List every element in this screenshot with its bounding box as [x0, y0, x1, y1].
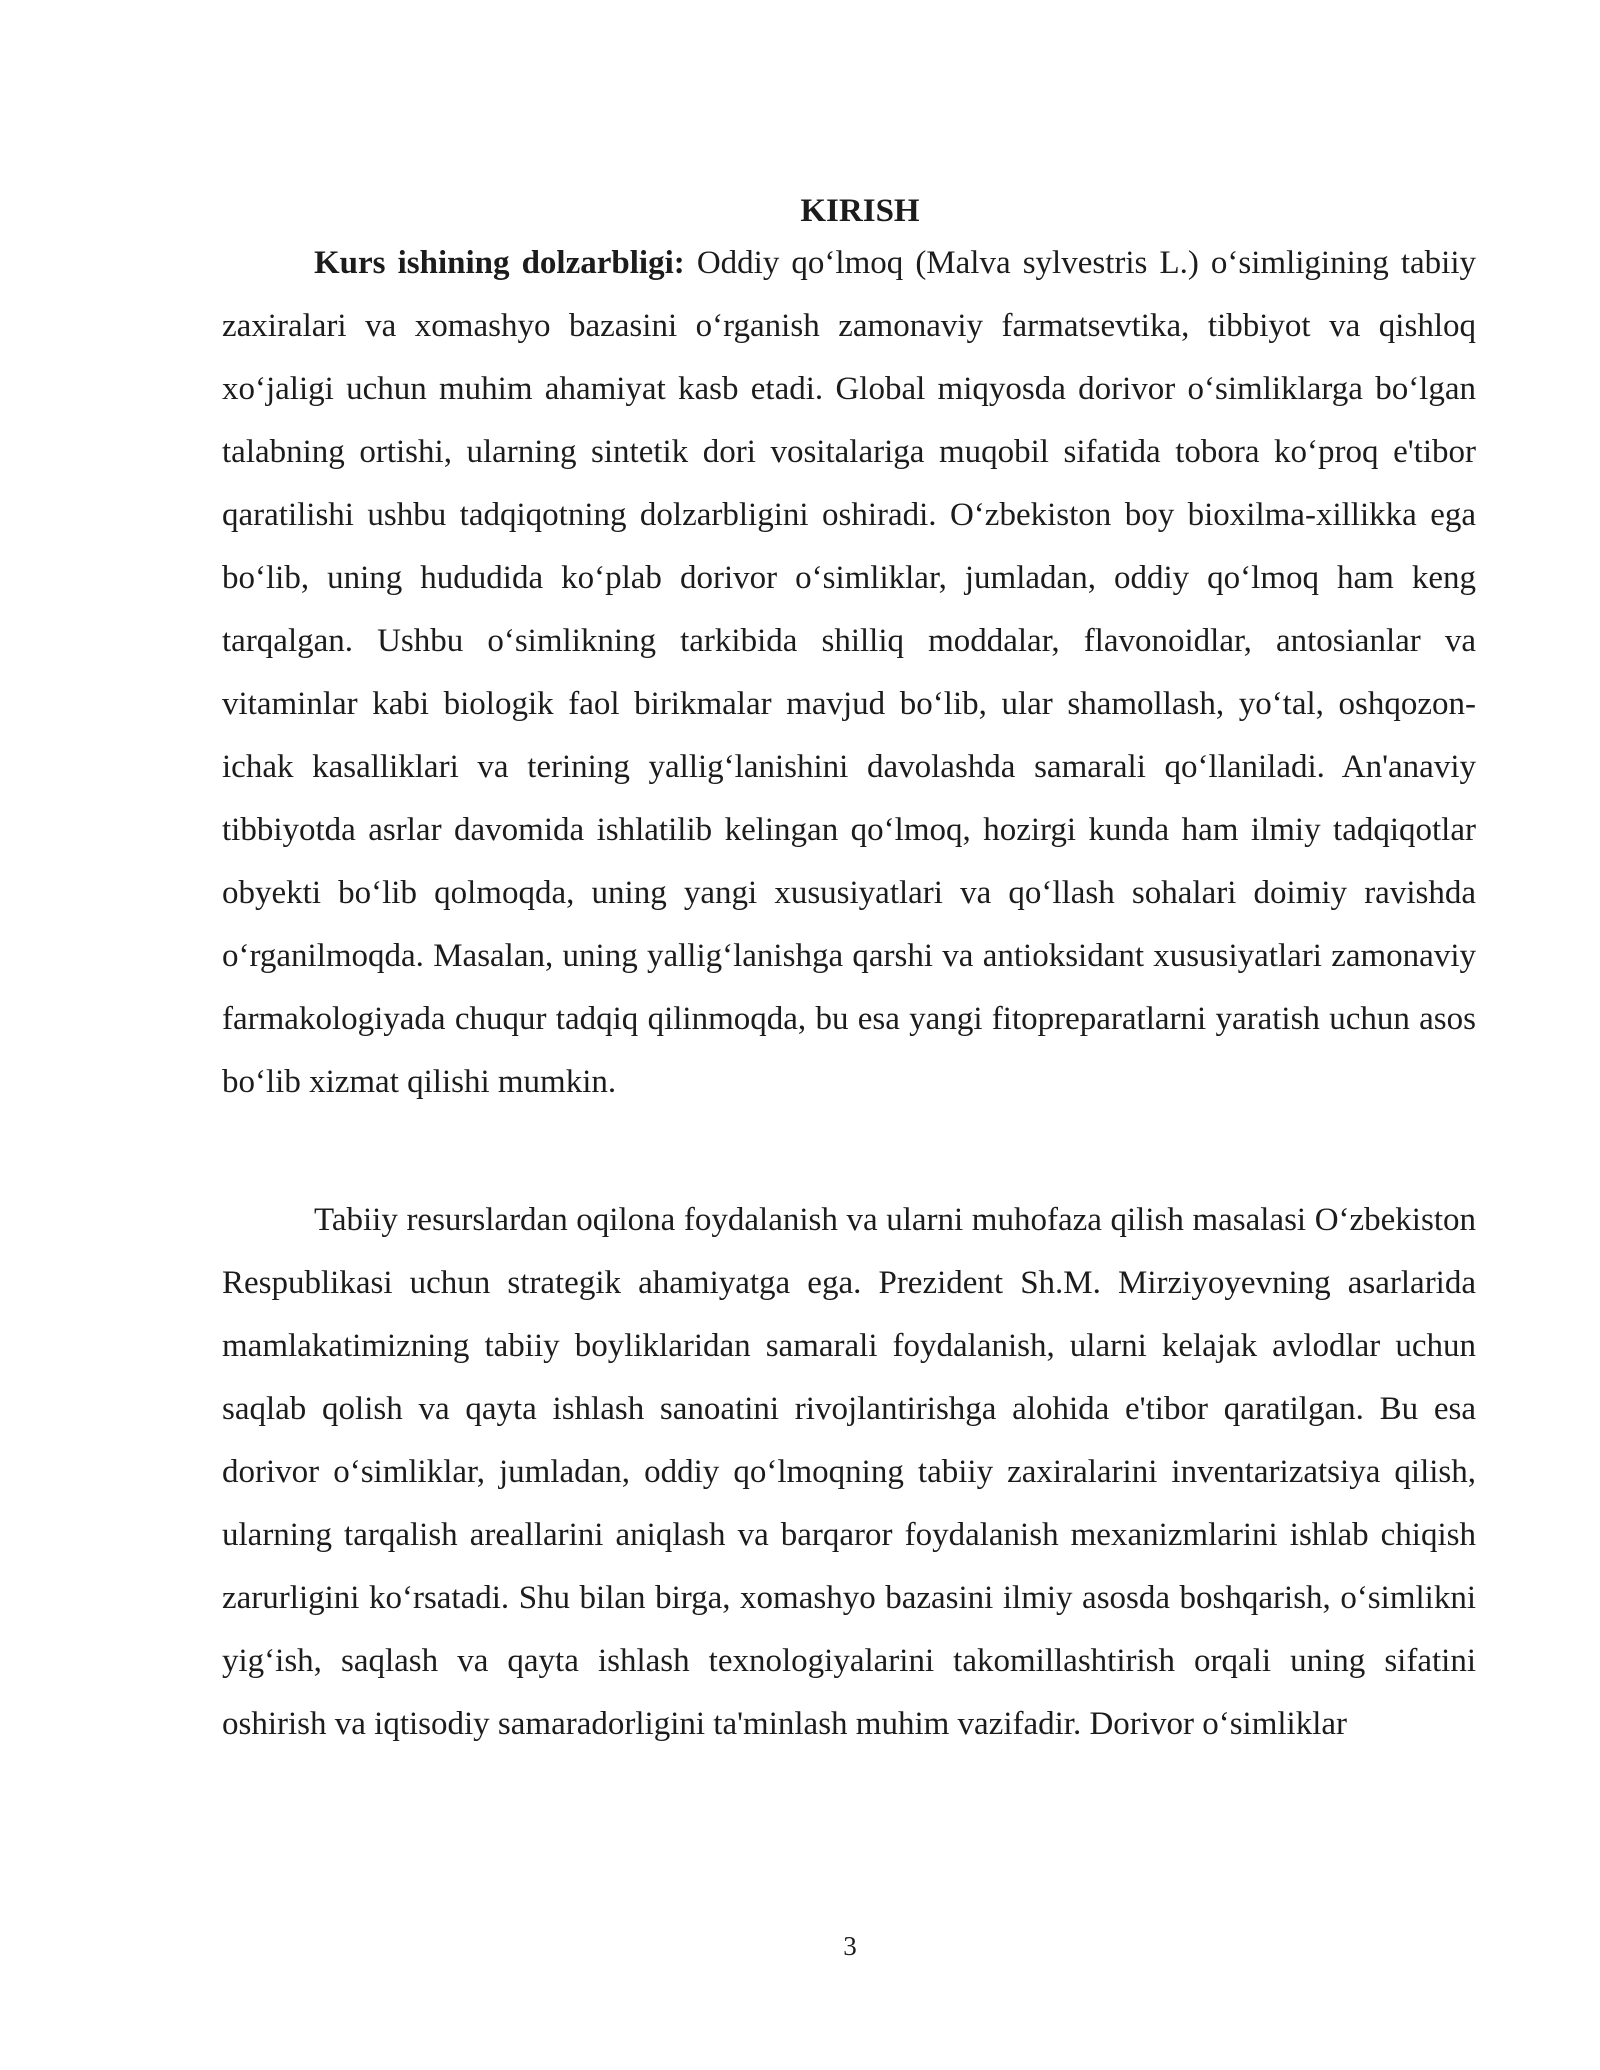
paragraph-body: Oddiy qo‘lmoq (Malva sylvestris L.) o‘simligining tabiiy zaxiralari va xomashyo bazasini o‘rganish zamonaviy farmatsevtika, tibbiyot va qishloq xo‘jaligi uchun muhim ahamiyat kasb etadi. Global miqyosda dorivor o‘simliklarga bo‘lgan talabning ortishi, ularning sintetik dori vositalariga muqobil sifatida tobora ko‘proq e'tibor qaratilishi ushbu tadqiqotning dolzarbligini oshiradi. O‘zbekiston boy bioxilma-xillikka ega bo‘lib, uning hududida ko‘plab dorivor o‘simliklar, jumladan, oddiy qo‘lmoq ham keng tarqalgan. Ushbu o‘simlikning tarkibida shilliq moddalar, flavonoidlar, antosianlar va vitaminlar kabi biologik faol birikmalar mavjud bo‘lib, ular shamollash, yo‘tal, oshqozon-ichak kasalliklari va terining yallig‘lanishini davolashda samarali qo‘llaniladi. An'anaviy tibbiyotda asrlar davomida ishlatilib kelingan qo‘lmoq, hozirgi kunda ham ilmiy tadqiqotlar obyekti bo‘lib qolmoqda, uning yangi xususiyatlari va qo‘llash sohalari doimiy ravishda o‘rganilmoqda. Masalan, uning yallig‘lanishga qarshi va antioksidant xususiyatlari zamonaviy farmakologiyada chuqur tadqiq qilinmoqda, bu esa yangi fitopreparatlarni yaratish uchun asos bo‘lib xizmat qilishi mumkin.: [222, 245, 1476, 1100]
paragraph-resources: [222, 1189, 1476, 1756]
page-number: 3: [843, 1931, 857, 1961]
paragraph-lead: Kurs ishining dolzarbligi:: [314, 245, 685, 281]
paragraph-body: Tabiiy resurslardan oqilona foydalanish va ularni muhofaza qilish masalasi O‘zbekiston Respublikasi uchun strategik ahamiyatga ega. Prezident Sh.M. Mirziyoyevning asarlarida mamlakatimizning tabiiy boyliklaridan samarali foydalanish, ularni kelajak avlodlar uchun saqlab qolish va qayta ishlash sanoatini rivojlantirishga alohida e'tibor qaratilgan. Bu esa dorivor o‘simliklar, jumladan, oddiy qo‘lmoqning tabiiy zaxiralarini inventarizatsiya qilish, ularning tarqalish areallarini aniqlash va barqaror foydalanish mexanizmlarini ishlab chiqish zarurligini ko‘rsatadi. Shu bilan birga, xomashyo bazasini ilmiy asosda boshqarish, o‘simlikni yig‘ish, saqlash va qayta ishlash texnologiyalarini takomillashtirish orqali uning sifatini oshirish va iqtisodiy samaradorligini ta'minlash muhim vazifadir. Dorivor o‘simliklar: [222, 1202, 1476, 1742]
paragraph-relevance: [222, 232, 1476, 1114]
section-heading: KIRISH: [800, 193, 920, 229]
